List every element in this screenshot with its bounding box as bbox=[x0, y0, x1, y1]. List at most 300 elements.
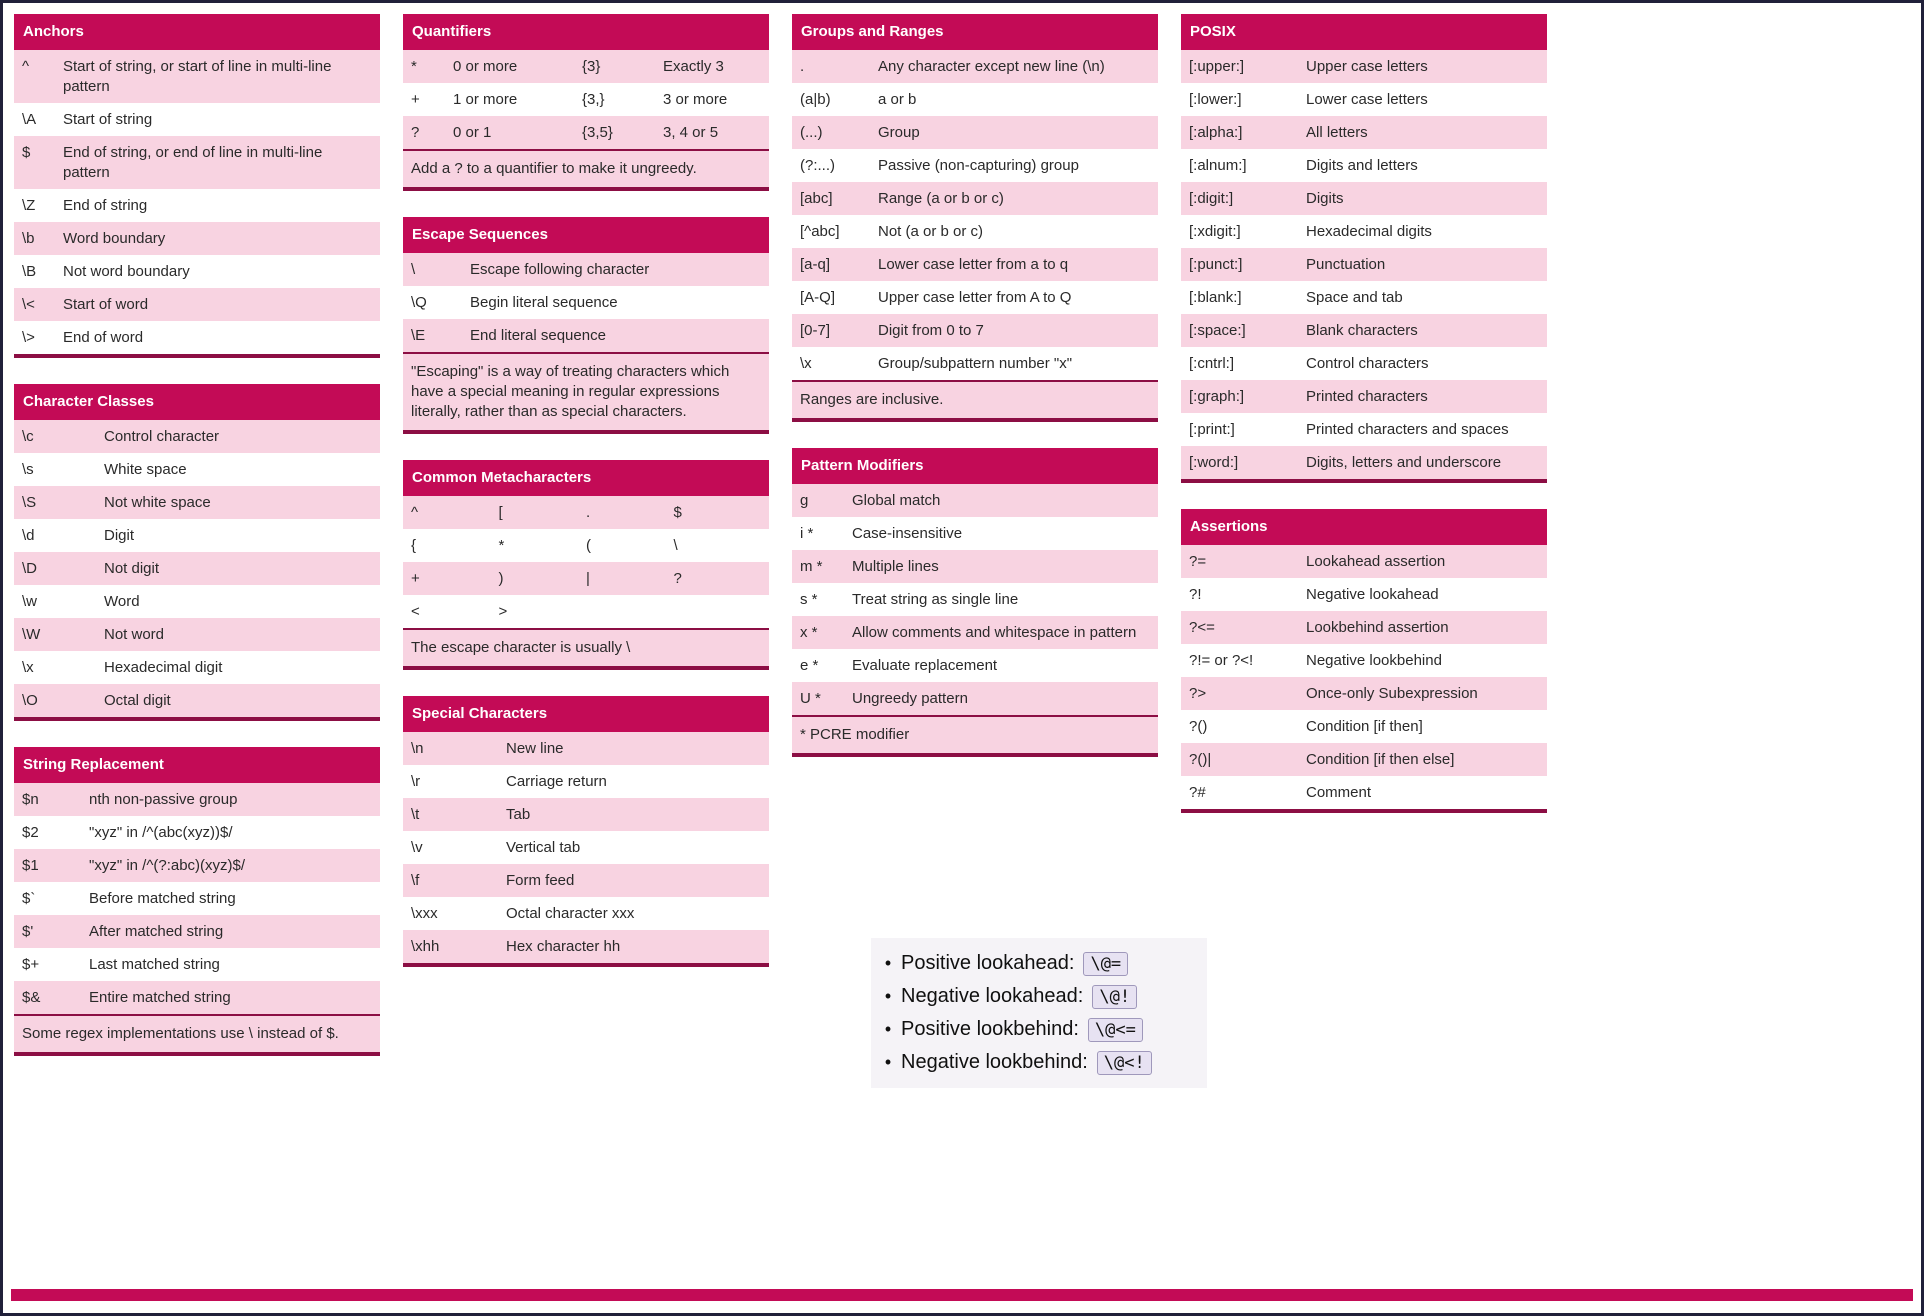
table-row bbox=[792, 649, 1158, 682]
lookaround-examples bbox=[871, 938, 1207, 1088]
regex-token: s * bbox=[800, 590, 818, 608]
grid-cell: + bbox=[411, 90, 420, 108]
table-row bbox=[792, 182, 1158, 215]
section-note: * PCRE modifier bbox=[792, 715, 1158, 753]
regex-token: [abc] bbox=[800, 189, 833, 207]
regex-token: [:word:] bbox=[1189, 453, 1239, 471]
regex-token: i * bbox=[800, 524, 814, 542]
regex-token: $' bbox=[22, 922, 34, 940]
token-description: Control character bbox=[104, 427, 220, 445]
regex-token: $2 bbox=[22, 823, 39, 841]
footer-accent-bar bbox=[11, 1289, 1913, 1301]
table bbox=[792, 50, 1158, 380]
table-row bbox=[14, 618, 380, 651]
bullet-icon: • bbox=[884, 953, 892, 973]
section-title: Common Metacharacters bbox=[403, 460, 769, 496]
regex-token: \E bbox=[411, 326, 426, 344]
regex-token: \Q bbox=[411, 293, 427, 311]
token-description: "xyz" in /^(?:abc)(xyz)$/ bbox=[89, 856, 246, 874]
regex-token: \D bbox=[22, 559, 37, 577]
token-description: Group/subpattern number "x" bbox=[878, 354, 1073, 372]
regex-token: (?:...) bbox=[800, 156, 836, 174]
table bbox=[403, 732, 769, 963]
section-string-replacement bbox=[14, 747, 380, 1056]
table bbox=[403, 496, 769, 628]
token-description: Global match bbox=[852, 491, 941, 509]
section-groups-and-ranges bbox=[792, 14, 1158, 422]
table-row bbox=[792, 149, 1158, 182]
section-title: Special Characters bbox=[403, 696, 769, 732]
regex-token: \A bbox=[22, 110, 37, 128]
token-description: Word bbox=[104, 592, 140, 610]
section-title: Anchors bbox=[14, 14, 380, 50]
table-row bbox=[792, 248, 1158, 281]
regex-token: \< bbox=[22, 295, 35, 313]
regex-token: [:upper:] bbox=[1189, 57, 1245, 75]
section-special-characters bbox=[403, 696, 769, 967]
regex-token: g bbox=[800, 491, 809, 509]
section-escape-sequences bbox=[403, 217, 769, 434]
table-row bbox=[1181, 710, 1547, 743]
section-quantifiers bbox=[403, 14, 769, 191]
regex-token: ?= bbox=[1189, 552, 1207, 570]
table-row bbox=[792, 314, 1158, 347]
table-row bbox=[792, 347, 1158, 380]
token-description: Not digit bbox=[104, 559, 160, 577]
table-row bbox=[403, 116, 769, 149]
regex-token: [a-q] bbox=[800, 255, 831, 273]
column-4 bbox=[1181, 14, 1547, 1088]
table-row bbox=[14, 882, 380, 915]
grid-cell: ? bbox=[673, 569, 682, 587]
regex-token: [A-Q] bbox=[800, 288, 836, 306]
regex-token: ?<= bbox=[1189, 618, 1215, 636]
section-title: Character Classes bbox=[14, 384, 380, 420]
table-row bbox=[1181, 248, 1547, 281]
token-description: Start of string, or start of line in multi-line pattern bbox=[63, 57, 332, 95]
table-row bbox=[14, 552, 380, 585]
regex-token: [:digit:] bbox=[1189, 189, 1234, 207]
token-description: Digits and letters bbox=[1306, 156, 1418, 174]
table bbox=[14, 420, 380, 717]
table bbox=[403, 50, 769, 149]
token-description: Entire matched string bbox=[89, 988, 231, 1006]
table-row bbox=[403, 319, 769, 352]
token-description: Last matched string bbox=[89, 955, 220, 973]
table-row bbox=[403, 831, 769, 864]
token-description: Printed characters bbox=[1306, 387, 1428, 405]
list-item bbox=[875, 980, 1203, 1013]
grid-cell: < bbox=[411, 602, 420, 620]
token-description: Not white space bbox=[104, 493, 211, 511]
regex-token: \s bbox=[22, 460, 34, 478]
token-description: Once-only Subexpression bbox=[1306, 684, 1478, 702]
token-description: Printed characters and spaces bbox=[1306, 420, 1509, 438]
token-description: Digit bbox=[104, 526, 135, 544]
table-row bbox=[1181, 413, 1547, 446]
token-description: Digits, letters and underscore bbox=[1306, 453, 1502, 471]
table-row bbox=[403, 732, 769, 765]
table-row bbox=[14, 189, 380, 222]
token-description: End of word bbox=[63, 328, 144, 346]
bullet-icon: • bbox=[884, 1019, 892, 1039]
regex-token: [:punct:] bbox=[1189, 255, 1243, 273]
table-row bbox=[792, 616, 1158, 649]
table-row bbox=[403, 930, 769, 963]
token-description: All letters bbox=[1306, 123, 1368, 141]
regex-token: \> bbox=[22, 328, 35, 346]
token-description: Negative lookahead bbox=[1306, 585, 1439, 603]
token-description: Lookahead assertion bbox=[1306, 552, 1446, 570]
token-description: a or b bbox=[878, 90, 917, 108]
token-description: Upper case letters bbox=[1306, 57, 1428, 75]
section-note: Some regex implementations use \ instead of $. bbox=[14, 1014, 380, 1052]
table-row bbox=[1181, 215, 1547, 248]
grid-cell: . bbox=[586, 503, 591, 521]
table-row bbox=[14, 948, 380, 981]
regex-token: \x bbox=[800, 354, 812, 372]
table-row bbox=[403, 253, 769, 286]
regex-token: [:xdigit:] bbox=[1189, 222, 1241, 240]
section-character-classes bbox=[14, 384, 380, 721]
table-row bbox=[792, 116, 1158, 149]
table-row bbox=[1181, 116, 1547, 149]
section-anchors bbox=[14, 14, 380, 358]
lookaround-code: \@<! bbox=[1097, 1051, 1152, 1075]
regex-token: \t bbox=[411, 805, 420, 823]
bullet-icon: • bbox=[884, 1052, 892, 1072]
regex-token: ?> bbox=[1189, 684, 1207, 702]
column-3 bbox=[792, 14, 1158, 1088]
table-row bbox=[792, 484, 1158, 517]
grid-cell: \ bbox=[673, 536, 678, 554]
token-description: Octal digit bbox=[104, 691, 171, 709]
regex-token: ?() bbox=[1189, 717, 1208, 735]
list-item bbox=[875, 947, 1203, 980]
table-row bbox=[792, 215, 1158, 248]
table-row bbox=[1181, 644, 1547, 677]
token-description: Allow comments and whitespace in pattern bbox=[852, 623, 1137, 641]
token-description: Before matched string bbox=[89, 889, 236, 907]
table-row bbox=[1181, 611, 1547, 644]
section-posix bbox=[1181, 14, 1547, 483]
table-row bbox=[14, 321, 380, 354]
table-row bbox=[14, 849, 380, 882]
regex-token: . bbox=[800, 57, 805, 75]
regex-token: ?!= or ?<! bbox=[1189, 651, 1254, 669]
token-description: Space and tab bbox=[1306, 288, 1403, 306]
table-row bbox=[14, 420, 380, 453]
lookaround-label: Negative lookbehind: bbox=[901, 1051, 1088, 1073]
grid-cell: { bbox=[411, 536, 417, 554]
token-description: Any character except new line (\n) bbox=[878, 57, 1105, 75]
token-description: Multiple lines bbox=[852, 557, 939, 575]
grid-cell: > bbox=[498, 602, 508, 620]
table-row bbox=[1181, 314, 1547, 347]
token-description: Escape following character bbox=[470, 260, 650, 278]
table-row bbox=[14, 453, 380, 486]
table bbox=[14, 50, 380, 354]
token-description: Octal character xxx bbox=[506, 904, 635, 922]
regex-token: \W bbox=[22, 625, 41, 643]
table-row bbox=[14, 519, 380, 552]
grid-cell: {3,} bbox=[582, 90, 605, 108]
regex-token: [:alpha:] bbox=[1189, 123, 1243, 141]
regex-token: \d bbox=[22, 526, 35, 544]
grid-cell: Exactly 3 bbox=[663, 57, 724, 75]
regex-token: [:space:] bbox=[1189, 321, 1246, 339]
regex-token: $ bbox=[22, 143, 31, 161]
table-row bbox=[403, 529, 769, 562]
table-row bbox=[14, 255, 380, 288]
table-row bbox=[403, 286, 769, 319]
regex-token: \S bbox=[22, 493, 37, 511]
regex-token: e * bbox=[800, 656, 819, 674]
regex-token: [0-7] bbox=[800, 321, 831, 339]
section-pattern-modifiers bbox=[792, 448, 1158, 757]
grid-cell: 0 or more bbox=[453, 57, 518, 75]
lookaround-label: Positive lookahead: bbox=[901, 952, 1075, 974]
section-title: Groups and Ranges bbox=[792, 14, 1158, 50]
table-row bbox=[792, 517, 1158, 550]
table bbox=[792, 484, 1158, 715]
table bbox=[14, 783, 380, 1014]
token-description: White space bbox=[104, 460, 187, 478]
grid-cell: | bbox=[586, 569, 590, 587]
table-row bbox=[14, 651, 380, 684]
token-description: Not (a or b or c) bbox=[878, 222, 984, 240]
token-description: Range (a or b or c) bbox=[878, 189, 1004, 207]
table-row bbox=[1181, 446, 1547, 479]
regex-token: \O bbox=[22, 691, 38, 709]
regex-token: [:alnum:] bbox=[1189, 156, 1247, 174]
table-row bbox=[1181, 281, 1547, 314]
regex-token: (...) bbox=[800, 123, 823, 141]
table-row bbox=[1181, 50, 1547, 83]
table-row bbox=[14, 816, 380, 849]
token-description: nth non-passive group bbox=[89, 790, 238, 808]
table-row bbox=[792, 550, 1158, 583]
section-title: Assertions bbox=[1181, 509, 1547, 545]
table-row bbox=[792, 83, 1158, 116]
token-description: New line bbox=[506, 739, 564, 757]
grid-cell: {3,5} bbox=[582, 123, 613, 141]
table-row bbox=[1181, 578, 1547, 611]
lookaround-label: Negative lookahead: bbox=[901, 985, 1084, 1007]
regex-token: [:lower:] bbox=[1189, 90, 1242, 108]
token-description: Form feed bbox=[506, 871, 575, 889]
grid-cell: 1 or more bbox=[453, 90, 518, 108]
table-row bbox=[14, 981, 380, 1014]
regex-token: \v bbox=[411, 838, 423, 856]
token-description: Lower case letters bbox=[1306, 90, 1428, 108]
grid-cell bbox=[586, 602, 674, 622]
table-row bbox=[14, 103, 380, 136]
regex-token: [^abc] bbox=[800, 222, 840, 240]
column-2 bbox=[403, 14, 769, 1088]
token-description: Ungreedy pattern bbox=[852, 689, 968, 707]
table-row bbox=[14, 684, 380, 717]
regex-token: [:print:] bbox=[1189, 420, 1235, 438]
regex-token: \Z bbox=[22, 196, 36, 214]
grid-cell: ( bbox=[586, 536, 591, 554]
table-row bbox=[403, 765, 769, 798]
lookaround-code: \@! bbox=[1092, 985, 1137, 1009]
table-row bbox=[14, 222, 380, 255]
table-row bbox=[1181, 347, 1547, 380]
table-row bbox=[403, 798, 769, 831]
grid-cell: $ bbox=[673, 503, 682, 521]
regex-token: \b bbox=[22, 229, 35, 247]
token-description: Comment bbox=[1306, 783, 1372, 801]
table-row bbox=[14, 288, 380, 321]
table bbox=[1181, 50, 1547, 479]
table-row bbox=[1181, 776, 1547, 809]
regex-token: \B bbox=[22, 262, 37, 280]
regex-token: $n bbox=[22, 790, 39, 808]
regex-token: m * bbox=[800, 557, 823, 575]
table-row bbox=[403, 897, 769, 930]
token-description: Treat string as single line bbox=[852, 590, 1019, 608]
regex-token: $+ bbox=[22, 955, 40, 973]
regex-token: \n bbox=[411, 739, 424, 757]
token-description: Punctuation bbox=[1306, 255, 1386, 273]
token-description: Carriage return bbox=[506, 772, 607, 790]
token-description: Vertical tab bbox=[506, 838, 581, 856]
regex-token: \xhh bbox=[411, 937, 440, 955]
token-description: Lower case letter from a to q bbox=[878, 255, 1069, 273]
grid-cell: [ bbox=[498, 503, 503, 521]
table-row bbox=[14, 783, 380, 816]
token-description: Begin literal sequence bbox=[470, 293, 618, 311]
table-row bbox=[792, 682, 1158, 715]
regex-token: x * bbox=[800, 623, 818, 641]
token-description: Hex character hh bbox=[506, 937, 621, 955]
section-note: Ranges are inclusive. bbox=[792, 380, 1158, 418]
token-description: Control characters bbox=[1306, 354, 1429, 372]
list-item bbox=[875, 1013, 1203, 1046]
token-description: Digits bbox=[1306, 189, 1344, 207]
grid-cell: ? bbox=[411, 123, 420, 141]
token-description: Lookbehind assertion bbox=[1306, 618, 1449, 636]
section-title: String Replacement bbox=[14, 747, 380, 783]
table-row bbox=[14, 585, 380, 618]
section-note: Add a ? to a quantifier to make it ungreedy. bbox=[403, 149, 769, 187]
regex-token: (a|b) bbox=[800, 90, 831, 108]
grid-cell: * bbox=[498, 536, 505, 554]
table bbox=[1181, 545, 1547, 809]
grid-cell: + bbox=[411, 569, 420, 587]
table-row bbox=[792, 583, 1158, 616]
token-description: Condition [if then else] bbox=[1306, 750, 1455, 768]
grid-cell: 0 or 1 bbox=[453, 123, 492, 141]
table-row bbox=[403, 595, 769, 628]
regex-token: \c bbox=[22, 427, 34, 445]
regex-token: $& bbox=[22, 988, 41, 1006]
lookaround-code: \@<= bbox=[1088, 1018, 1143, 1042]
token-description: Hexadecimal digits bbox=[1306, 222, 1432, 240]
token-description: End literal sequence bbox=[470, 326, 606, 344]
section-note: "Escaping" is a way of treating characters which have a special meaning in regular expressions literally, rather than as special characters. bbox=[403, 352, 769, 430]
regex-token: ?()| bbox=[1189, 750, 1212, 768]
regex-token: ?! bbox=[1189, 585, 1202, 603]
token-description: After matched string bbox=[89, 922, 224, 940]
bullet-icon: • bbox=[884, 986, 892, 1006]
grid-cell: 3, 4 or 5 bbox=[663, 123, 719, 141]
table-row bbox=[403, 50, 769, 83]
regex-token: [:blank:] bbox=[1189, 288, 1242, 306]
table-row bbox=[1181, 83, 1547, 116]
token-description: Passive (non-capturing) group bbox=[878, 156, 1079, 174]
table-row bbox=[1181, 743, 1547, 776]
list-item bbox=[875, 1046, 1203, 1079]
token-description: Upper case letter from A to Q bbox=[878, 288, 1072, 306]
regex-token: \w bbox=[22, 592, 37, 610]
token-description: End of string bbox=[63, 196, 148, 214]
token-description: Hexadecimal digit bbox=[104, 658, 223, 676]
regex-token: $1 bbox=[22, 856, 39, 874]
regex-token: ?# bbox=[1189, 783, 1206, 801]
table-row bbox=[1181, 677, 1547, 710]
section-title: Escape Sequences bbox=[403, 217, 769, 253]
grid-cell: 3 or more bbox=[663, 90, 728, 108]
token-description: Blank characters bbox=[1306, 321, 1418, 339]
regex-token: \r bbox=[411, 772, 421, 790]
grid-cell bbox=[674, 602, 762, 622]
table-row bbox=[1181, 545, 1547, 578]
table-row bbox=[792, 281, 1158, 314]
token-description: Negative lookbehind bbox=[1306, 651, 1442, 669]
regex-token: \ bbox=[411, 260, 416, 278]
grid-cell: ^ bbox=[411, 503, 419, 521]
token-description: Case-insensitive bbox=[852, 524, 963, 542]
section-note: The escape character is usually \ bbox=[403, 628, 769, 666]
regex-token: [:cntrl:] bbox=[1189, 354, 1235, 372]
section-title: Quantifiers bbox=[403, 14, 769, 50]
token-description: Condition [if then] bbox=[1306, 717, 1423, 735]
section-assertions bbox=[1181, 509, 1547, 813]
token-description: "xyz" in /^(abc(xyz))$/ bbox=[89, 823, 233, 841]
regex-token: \xxx bbox=[411, 904, 438, 922]
section-title: Pattern Modifiers bbox=[792, 448, 1158, 484]
token-description: Start of string bbox=[63, 110, 153, 128]
section-title: POSIX bbox=[1181, 14, 1547, 50]
table-row bbox=[1181, 149, 1547, 182]
section-common-metacharacters bbox=[403, 460, 769, 670]
table-row bbox=[1181, 182, 1547, 215]
token-description: Evaluate replacement bbox=[852, 656, 998, 674]
token-description: Group bbox=[878, 123, 920, 141]
grid-cell: ) bbox=[498, 569, 504, 587]
token-description: Digit from 0 to 7 bbox=[878, 321, 984, 339]
token-description: Word boundary bbox=[63, 229, 166, 247]
table-row bbox=[14, 50, 380, 103]
regex-token: \x bbox=[22, 658, 34, 676]
token-description: End of string, or end of line in multi-line pattern bbox=[63, 143, 323, 181]
lookaround-code: \@= bbox=[1083, 952, 1128, 976]
table-row bbox=[403, 83, 769, 116]
cheatsheet-columns bbox=[14, 14, 1547, 1088]
lookaround-label: Positive lookbehind: bbox=[901, 1018, 1079, 1040]
grid-cell: {3} bbox=[582, 57, 601, 75]
token-description: Start of word bbox=[63, 295, 149, 313]
token-description: Not word boundary bbox=[63, 262, 190, 280]
regex-token: U * bbox=[800, 689, 821, 707]
grid-cell: * bbox=[411, 57, 417, 75]
table-row bbox=[1181, 380, 1547, 413]
table-row bbox=[403, 496, 769, 529]
regex-token: ^ bbox=[22, 57, 30, 75]
